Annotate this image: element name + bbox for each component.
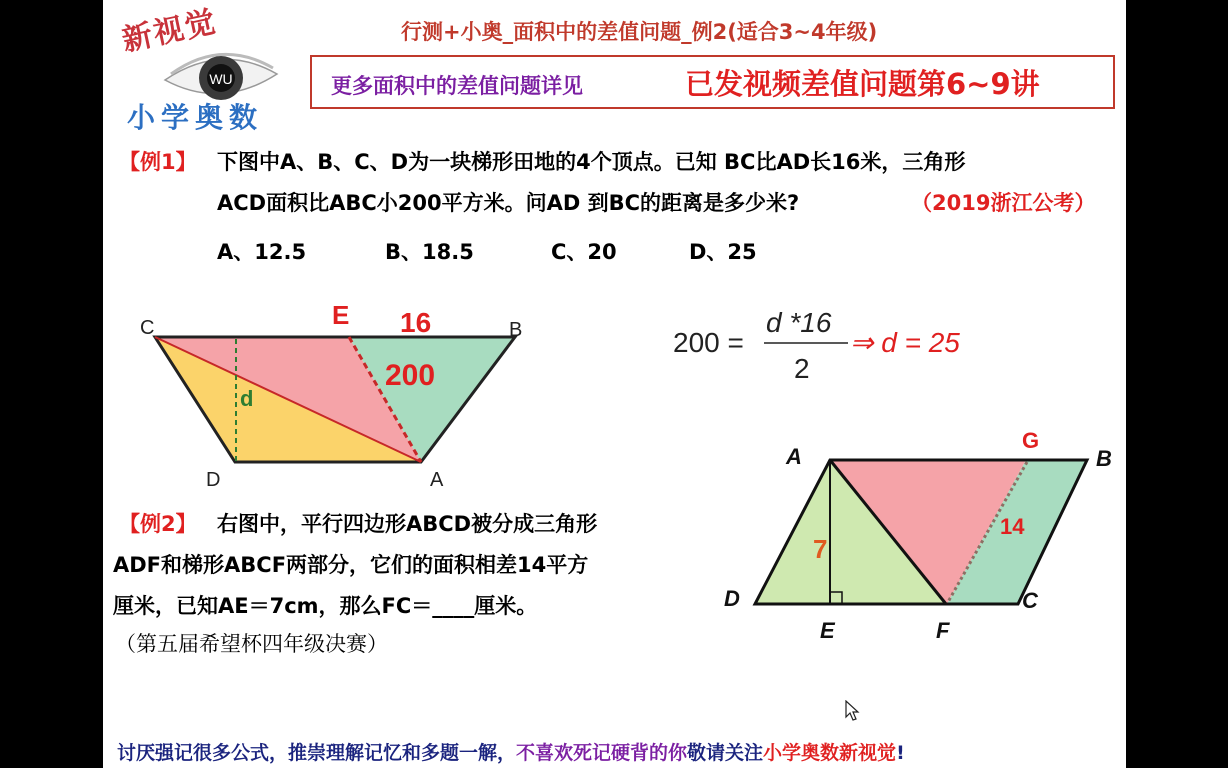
ex1-option-c: C、20 <box>551 240 617 264</box>
label-b: B <box>509 319 523 341</box>
label-d-height: d <box>240 386 254 411</box>
ex1-line1: 下图中A、B、C、D为一块梯形田地的4个顶点。已知 BC比AD长16米，三角形 <box>217 150 966 174</box>
footer-part2: 不喜欢死记硬背的你 <box>516 742 688 764</box>
ex1-tag: 【例1】 <box>119 150 197 174</box>
label-d: D <box>206 469 221 491</box>
footer-part4: 小学奥数新视觉 <box>763 742 897 764</box>
formula-lhs: 200 = <box>673 327 744 358</box>
label-area-200: 200 <box>385 359 436 392</box>
label2-a: A <box>786 444 802 469</box>
footer <box>117 738 905 765</box>
label2-b: B <box>1096 446 1112 471</box>
banner-highlight: 已发视频差值问题第6~9讲 <box>685 67 1040 101</box>
parallelogram-figure <box>720 420 1125 645</box>
mouse-cursor-icon <box>845 700 861 722</box>
label2-height-7: 7 <box>813 534 828 564</box>
trapezoid-figure <box>128 290 548 495</box>
label2-e: E <box>820 618 835 643</box>
label-diff-16: 16 <box>400 307 432 338</box>
eye-text: WU <box>209 71 233 87</box>
ex2-line1: 右图中，平行四边形ABCD被分成三角形 <box>217 512 598 536</box>
footer-part5: ! <box>896 742 905 764</box>
label2-g: G <box>1022 428 1040 453</box>
ex2-line4: （第五届希望杯四年级决赛） <box>115 632 388 656</box>
label2-f: F <box>936 618 950 643</box>
ex2-tag: 【例2】 <box>119 512 197 536</box>
label-e: E <box>332 300 350 330</box>
formula-numerator: d *16 <box>766 307 832 338</box>
page-title: 行测+小奥_面积中的差值问题_例2(适合3~4年级) <box>401 20 878 44</box>
ex2-line3: 厘米，已知AE＝7cm，那么FC＝____厘米。 <box>113 594 538 618</box>
label2-c: C <box>1022 588 1038 613</box>
ex1-option-a: A、12.5 <box>217 240 307 264</box>
ex1-line2: ACD面积比ABC小200平方米。问AD 到BC的距离是多少米? <box>217 191 800 215</box>
formula-result: ⇒ d = 25 <box>850 327 960 358</box>
slide <box>103 0 1126 768</box>
formula-denominator: 2 <box>794 353 810 384</box>
label-a: A <box>430 469 444 491</box>
ex1-source: （2019浙江公考） <box>911 191 1096 215</box>
logo-title-top: 新视觉 <box>119 4 221 59</box>
footer-part1: 讨厌强记很多公式，推崇理解记忆和多题一解， <box>117 742 517 764</box>
label2-d: D <box>724 586 740 611</box>
footer-part3: 敬请关注 <box>687 742 764 764</box>
logo-title-bottom: 小学奥数 <box>127 101 264 134</box>
ex1-option-d: D、25 <box>689 240 757 264</box>
ex2-line2: ADF和梯形ABCF两部分，它们的面积相差14平方 <box>113 553 589 577</box>
banner-text: 更多面积中的差值问题详见 <box>331 74 583 98</box>
ex1-option-b: B、18.5 <box>385 240 474 264</box>
label2-diff-14: 14 <box>1000 514 1025 539</box>
formula <box>668 300 998 390</box>
label-c: C <box>140 317 155 339</box>
